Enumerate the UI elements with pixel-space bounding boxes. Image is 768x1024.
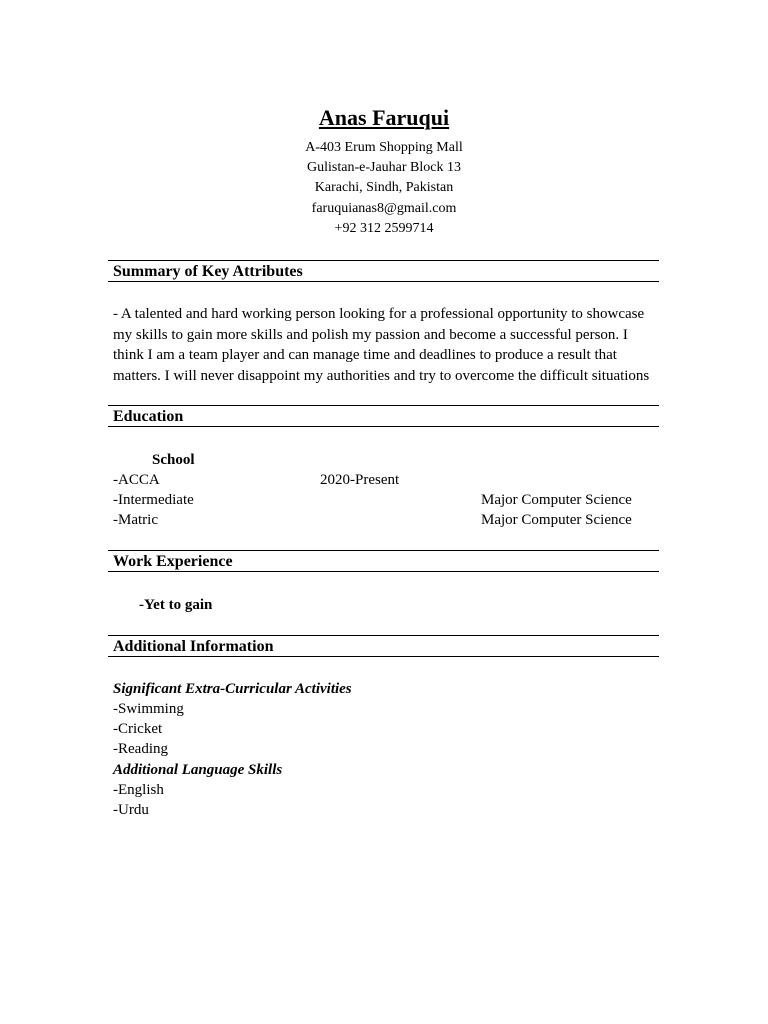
work-experience-text: -Yet to gain bbox=[139, 597, 213, 613]
section-title-summary: Summary of Key Attributes bbox=[113, 263, 303, 280]
education-row-name: -Intermediate bbox=[113, 492, 194, 508]
section-title-work: Work Experience bbox=[113, 553, 233, 570]
summary-paragraph: - A talented and hard working person looking for a professional opportunity to showcase my skills to gain more skills and polish my passion and become a successful person. I think I am a team player and can manage time and deadlines to produce a result that matters. I will never disappoint my authorities and try to overcome the difficult situations bbox=[113, 306, 650, 384]
education-subheading: School bbox=[152, 452, 195, 468]
education-row-name: -Matric bbox=[113, 512, 158, 528]
education-row-name: -ACCA bbox=[113, 472, 160, 488]
languages-heading: Additional Language Skills bbox=[113, 762, 283, 778]
section-additional-header bbox=[108, 635, 659, 657]
phone-number: +92 312 2599714 bbox=[334, 221, 434, 236]
email-address: faruquianas8@gmail.com bbox=[311, 201, 457, 216]
candidate-name: Anas Faruqui bbox=[318, 105, 450, 130]
address-line-1: A-403 Erum Shopping Mall bbox=[305, 140, 463, 155]
education-row-major: Major Computer Science bbox=[481, 512, 632, 528]
section-title-additional: Additional Information bbox=[113, 638, 274, 655]
section-summary-header bbox=[108, 260, 659, 282]
address-line-3: Karachi, Sindh, Pakistan bbox=[314, 180, 454, 195]
education-row-period: 2020-Present bbox=[320, 472, 400, 488]
language-item: -English bbox=[113, 782, 164, 798]
activity-item: -Reading bbox=[113, 741, 168, 757]
education-row-major: Major Computer Science bbox=[481, 492, 632, 508]
language-item: -Urdu bbox=[113, 802, 149, 818]
activity-item: -Swimming bbox=[113, 701, 184, 717]
activities-heading: Significant Extra-Curricular Activities bbox=[113, 681, 352, 697]
section-education-header bbox=[108, 405, 659, 427]
section-title-education: Education bbox=[113, 408, 184, 425]
section-work-header bbox=[108, 550, 659, 572]
address-line-2: Gulistan-e-Jauhar Block 13 bbox=[307, 160, 461, 175]
activity-item: -Cricket bbox=[113, 721, 163, 737]
